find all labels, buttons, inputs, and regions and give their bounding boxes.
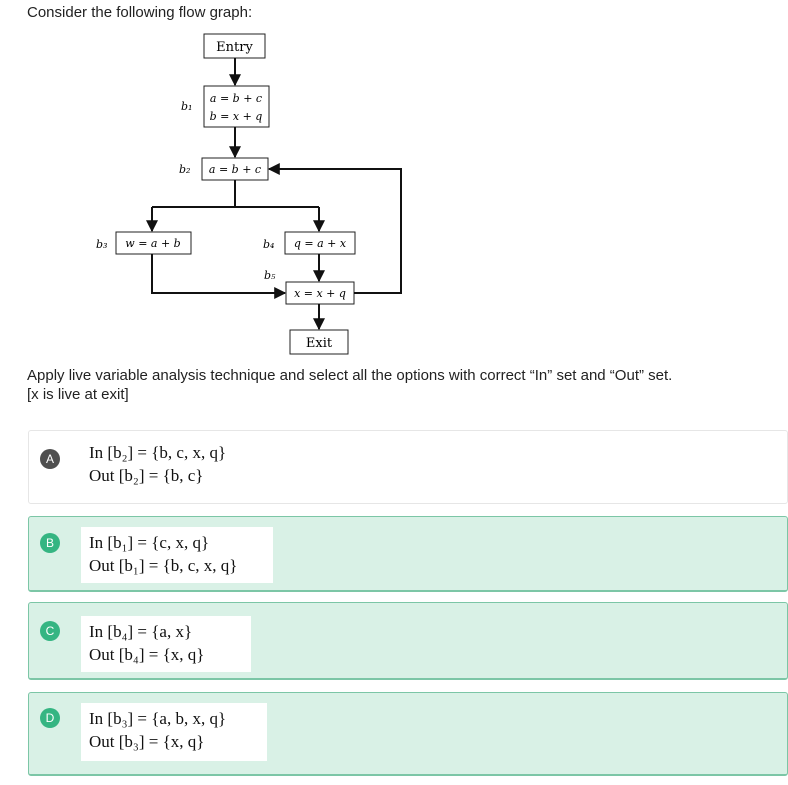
question-intro: Consider the following flow graph:: [27, 4, 253, 21]
option-a-out: Out [b₂] = {b, c}: [89, 466, 204, 485]
block-b2-line1: a = b + c: [208, 163, 262, 176]
option-c-content: [81, 616, 251, 672]
block-b4-line1: q = a + x: [293, 237, 347, 250]
question-body: [27, 366, 767, 404]
option-b-content: [81, 527, 273, 583]
block-b3-line1: w = a + b: [125, 237, 181, 250]
option-d-content: [81, 703, 267, 761]
block-b1-line2: b = x + q: [209, 110, 263, 123]
option-b-out: Out [b₁] = {b, c, x, q}: [89, 556, 238, 575]
exit-label: Exit: [305, 336, 333, 351]
question-body-line1: Apply live variable analysis technique and select all the options with correct “In” set and “Out” set.: [27, 367, 673, 384]
option-b[interactable]: [28, 516, 788, 592]
edge-b5-b2-loop: [269, 169, 401, 293]
block-b4-label: b₄: [263, 238, 275, 251]
flow-graph: [0, 0, 788, 362]
option-d-badge: D: [40, 708, 60, 728]
option-c-out: Out [b₄] = {x, q}: [89, 645, 205, 664]
option-a[interactable]: [28, 430, 788, 504]
entry-label: Entry: [216, 40, 253, 55]
option-a-content: [81, 437, 234, 491]
option-d[interactable]: [28, 692, 788, 776]
block-b2-label: b₂: [179, 163, 191, 176]
question-body-line2: [x is live at exit]: [27, 386, 129, 403]
block-b5-line1: x = x + q: [294, 287, 346, 300]
block-b5-label: b₅: [264, 269, 276, 282]
option-a-badge: A: [40, 449, 60, 469]
block-b1-line1: a = b + c: [209, 92, 263, 105]
option-c-in: In [b₄] = {a, x}: [89, 622, 193, 641]
option-b-badge: B: [40, 533, 60, 553]
option-d-in: In [b₃] = {a, b, x, q}: [89, 709, 227, 728]
option-b-in: In [b₁] = {c, x, q}: [89, 533, 210, 552]
option-a-in: In [b₂] = {b, c, x, q}: [89, 443, 227, 462]
option-c[interactable]: [28, 602, 788, 680]
option-c-badge: C: [40, 621, 60, 641]
block-b1-label: b₁: [181, 100, 193, 113]
option-d-out: Out [b₃] = {x, q}: [89, 732, 205, 751]
block-b3-label: b₃: [96, 238, 108, 251]
